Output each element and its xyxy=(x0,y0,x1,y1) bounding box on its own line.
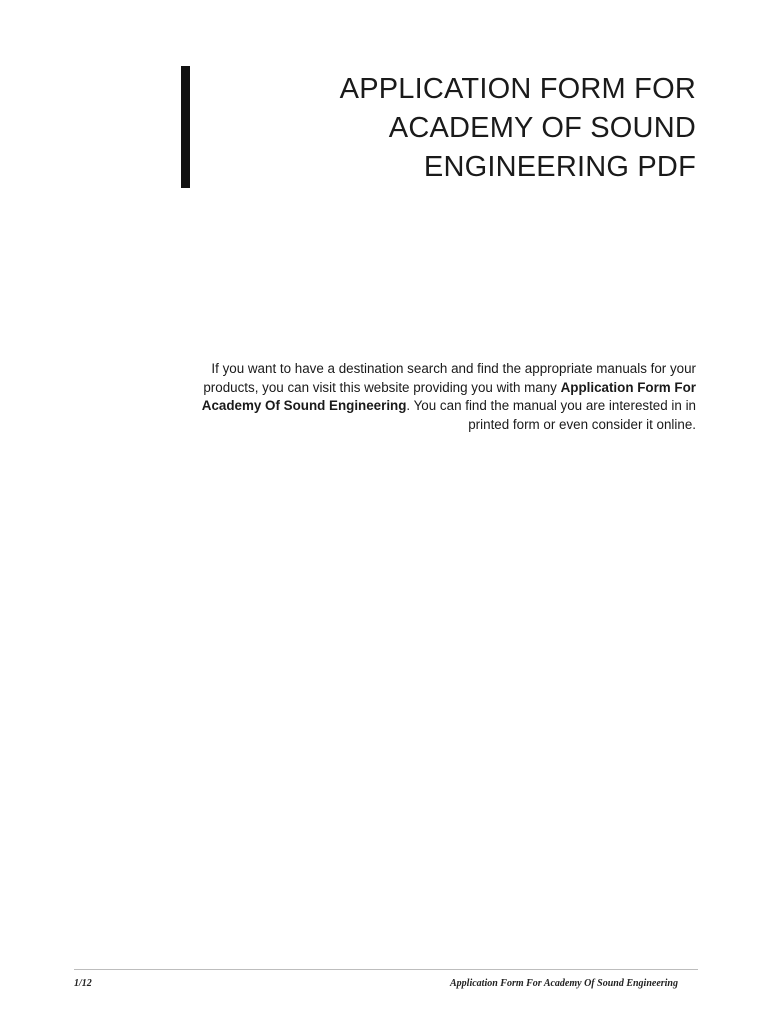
title-line: ENGINEERING PDF xyxy=(423,151,696,183)
intro-paragraph xyxy=(176,360,696,434)
title-accent-bar xyxy=(181,66,190,188)
title-line: APPLICATION FORM FOR xyxy=(339,73,696,105)
intro-bold-title: Application Form For Academy Of Sound Engineering xyxy=(201,379,696,413)
intro-text: . You can find the manual you are interested in in printed form or even consider it online. xyxy=(406,398,696,432)
title-line: ACADEMY OF SOUND xyxy=(388,112,696,144)
page-number: 1/12 xyxy=(74,978,92,989)
intro-text: If you want to have a destination search and find the appropriate manuals for your products, you can visit this website providing you with many xyxy=(203,361,696,395)
running-title: Application Form For Academy Of Sound Engineering xyxy=(450,978,678,989)
footer-divider xyxy=(74,969,698,970)
page-title xyxy=(236,70,696,187)
